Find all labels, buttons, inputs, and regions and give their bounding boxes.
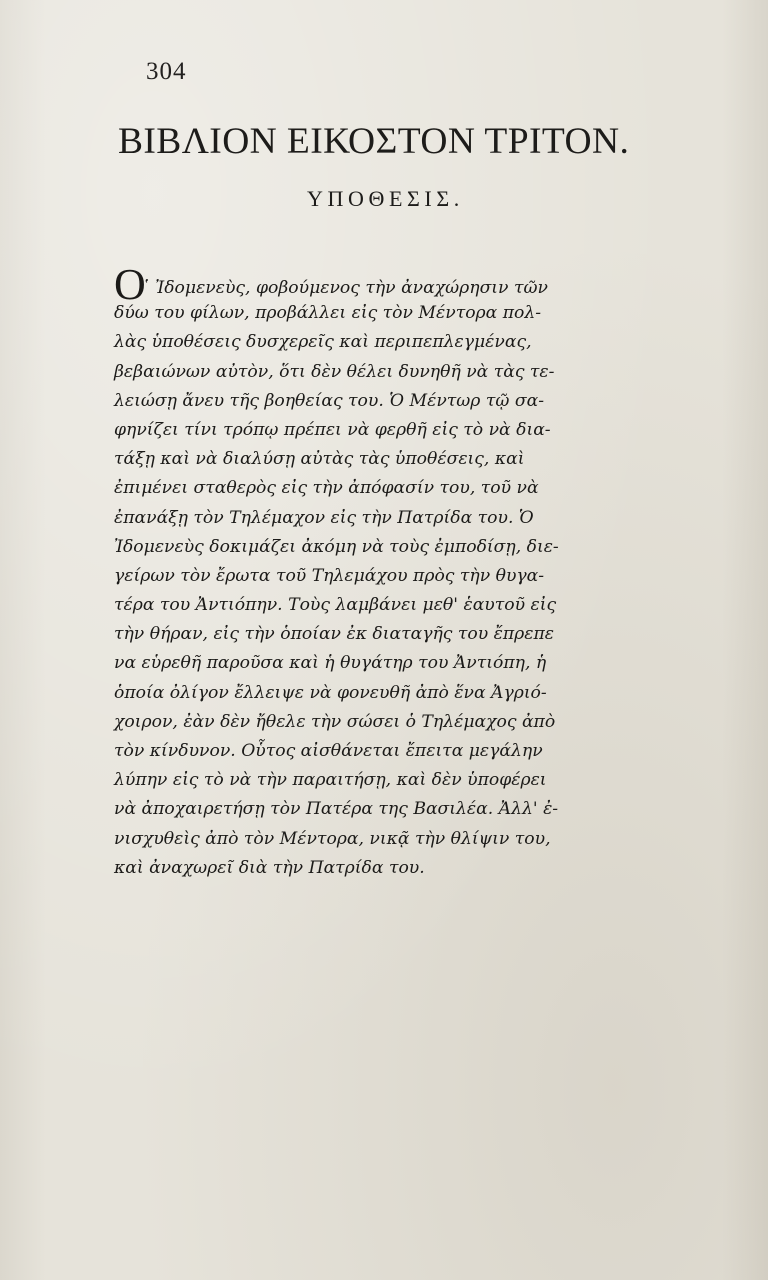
page-number: 304 <box>146 58 187 85</box>
text-line: λὰς ὑποθέσεις δυσχερεῖς καὶ περιπεπλεγμένας, <box>114 332 532 353</box>
text-line: δύω του φίλων, προβάλλει εἰς τὸν Μέντορα πολ- <box>114 303 542 324</box>
summary-paragraph <box>114 260 734 883</box>
text-line: λύπην εἰς τὸ νὰ τὴν παραιτήσῃ, καὶ δὲν ὑποφέρει <box>114 770 547 791</box>
text-line: νισχυθεὶς ἀπὸ τὸν Μέντορα, νικᾷ τὴν θλίψιν του, <box>114 828 551 849</box>
text-line: γείρων τὸν ἔρωτα τοῦ Τηλεμάχου πρὸς τὴν θυγα- <box>114 565 545 586</box>
text-line: χοιρον, ἐὰν δὲν ἤθελε τὴν σώσει ὁ Τηλέμαχος ἀπὸ <box>114 711 556 732</box>
section-subtitle: ΥΠΟΘΕΣΙΣ. <box>307 186 464 211</box>
text-line: βεβαιώνων αὐτὸν, ὅτι δὲν θέλει δυνηθῆ νὰ τὰς τε- <box>114 361 555 382</box>
text-line: τάξῃ καὶ νὰ διαλύσῃ αὐτὰς τὰς ὑποθέσεις, καὶ <box>114 449 525 470</box>
drop-cap: Ο <box>114 260 146 309</box>
text-line: τὸν κίνδυνον. Οὗτος αἰσθάνεται ἔπειτα μεγάλην <box>114 741 543 761</box>
text-line: τὴν θήραν, εἰς τὴν ὁποίαν ἐκ διαταγῆς του ἔπρεπε <box>114 624 555 645</box>
text-line-content: ̔ Ἰδομενεὺς, φοβούμενος τὴν ἀναχώρησιν τῶν <box>149 278 548 298</box>
text-line: λειώσῃ ἄνευ τῆς βοηθείας του. Ὁ Μέντωρ τῷ σα- <box>114 390 544 411</box>
text-line: ἐπιμένει σταθερὸς εἰς τὴν ἀπόφασίν του, τοῦ νὰ <box>114 478 539 499</box>
text-line: φηνίζει τίνι τρόπῳ πρέπει νὰ φερθῆ εἰς τὸ νὰ δια- <box>114 419 551 440</box>
text-line: να εὑρεθῆ παροῦσα καὶ ἡ θυγάτηρ του Ἀντιόπη, ἡ <box>114 653 547 674</box>
text-line: Ἰδομενεὺς δοκιμάζει ἀκόμη νὰ τοὺς ἐμποδίσῃ, διε- <box>114 536 559 557</box>
book-title: ΒΙΒΛΙΟΝ ΕΙΚΟΣΤΟΝ ΤΡΙΤΟΝ. <box>118 121 630 162</box>
text-line: νὰ ἀποχαιρετήσῃ τὸν Πατέρα της Βασιλέα. Ἀλλ' ἐ- <box>114 799 559 820</box>
text-line: ὁποία ὀλίγον ἔλλειψε νὰ φονευθῆ ἀπὸ ἕνα Ἀγριό- <box>114 682 547 703</box>
text-line: ἐπανάξῃ τὸν Τηλέμαχον εἰς τὴν Πατρίδα του. Ὁ <box>114 507 534 528</box>
text-line: τέρα του Ἀντιόπην. Τοὺς λαμβάνει μεθ' ἑαυτοῦ εἰς <box>114 595 557 616</box>
text-line <box>114 260 734 309</box>
text-line: καὶ ἀναχωρεῖ διὰ τὴν Πατρίδα του. <box>114 857 425 878</box>
